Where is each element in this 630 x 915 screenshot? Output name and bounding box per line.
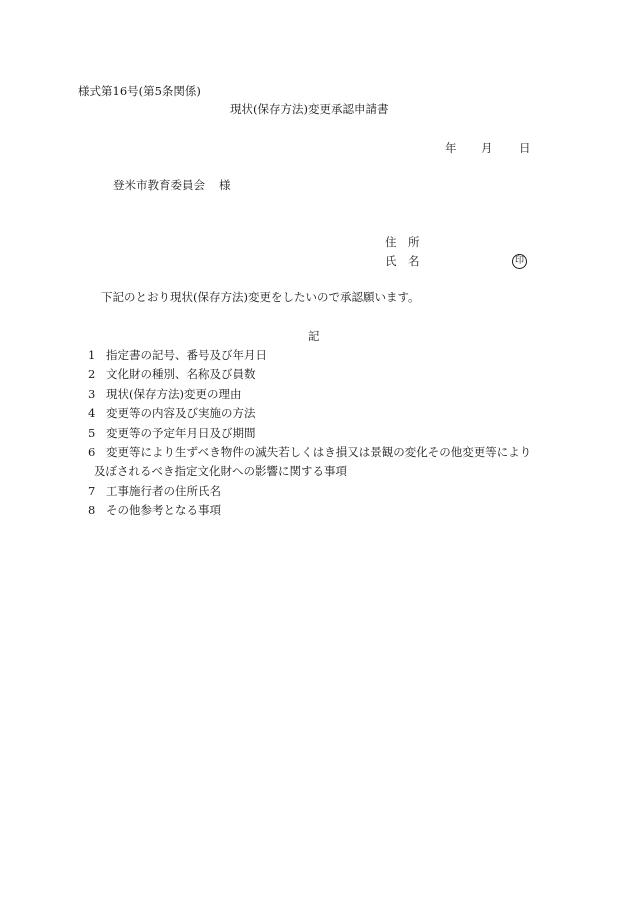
date-year-label: 年: [445, 141, 457, 155]
item-number: 7: [88, 483, 96, 498]
item-text: その他参考となる事項: [106, 503, 221, 518]
date-line: [445, 143, 531, 155]
name-label: 氏 名: [385, 254, 420, 268]
item-number: 1: [88, 348, 96, 362]
document-title: 現状(保存方法)変更承認申請書: [230, 102, 389, 116]
seal-mark: 印: [512, 254, 527, 269]
item-text: 文化財の種別、名称及び員数: [106, 367, 256, 382]
recipient-honorific: 様: [219, 178, 231, 192]
item-text: 工事施行者の住所氏名: [106, 483, 221, 498]
item-text-continuation: 及ぼされるべき指定文化財への影響に関する事項: [94, 464, 347, 479]
date-day-label: 日: [519, 141, 531, 155]
item-number: 6: [88, 444, 96, 459]
item-text: 変更等の予定年月日及び期間: [106, 425, 256, 440]
list-item: [88, 505, 531, 524]
item-number: 8: [88, 503, 96, 518]
date-month-label: 月: [481, 141, 493, 155]
request-text: 下記のとおり現状(保存方法)変更をしたいので承認願います。: [101, 290, 420, 304]
item-list: [88, 350, 531, 525]
form-number: 様式第16号(第5条関係): [78, 84, 201, 98]
recipient: [113, 180, 231, 192]
address-label: 住 所: [385, 235, 420, 249]
item-number: 2: [88, 367, 96, 382]
item-number: 5: [88, 425, 96, 440]
item-number: 4: [88, 406, 96, 421]
item-text: 変更等により生ずべき物件の滅失若しくはき損又は景観の変化その他変更等により: [106, 444, 532, 459]
item-text: 指定書の記号、番号及び年月日: [106, 348, 267, 362]
item-text: 現状(保存方法)変更の理由: [106, 386, 242, 401]
item-text: 変更等の内容及び実施の方法: [106, 406, 256, 421]
item-number: 3: [88, 386, 96, 401]
recipient-name: 登米市教育委員会: [113, 178, 205, 192]
ki-heading: 記: [308, 329, 320, 343]
